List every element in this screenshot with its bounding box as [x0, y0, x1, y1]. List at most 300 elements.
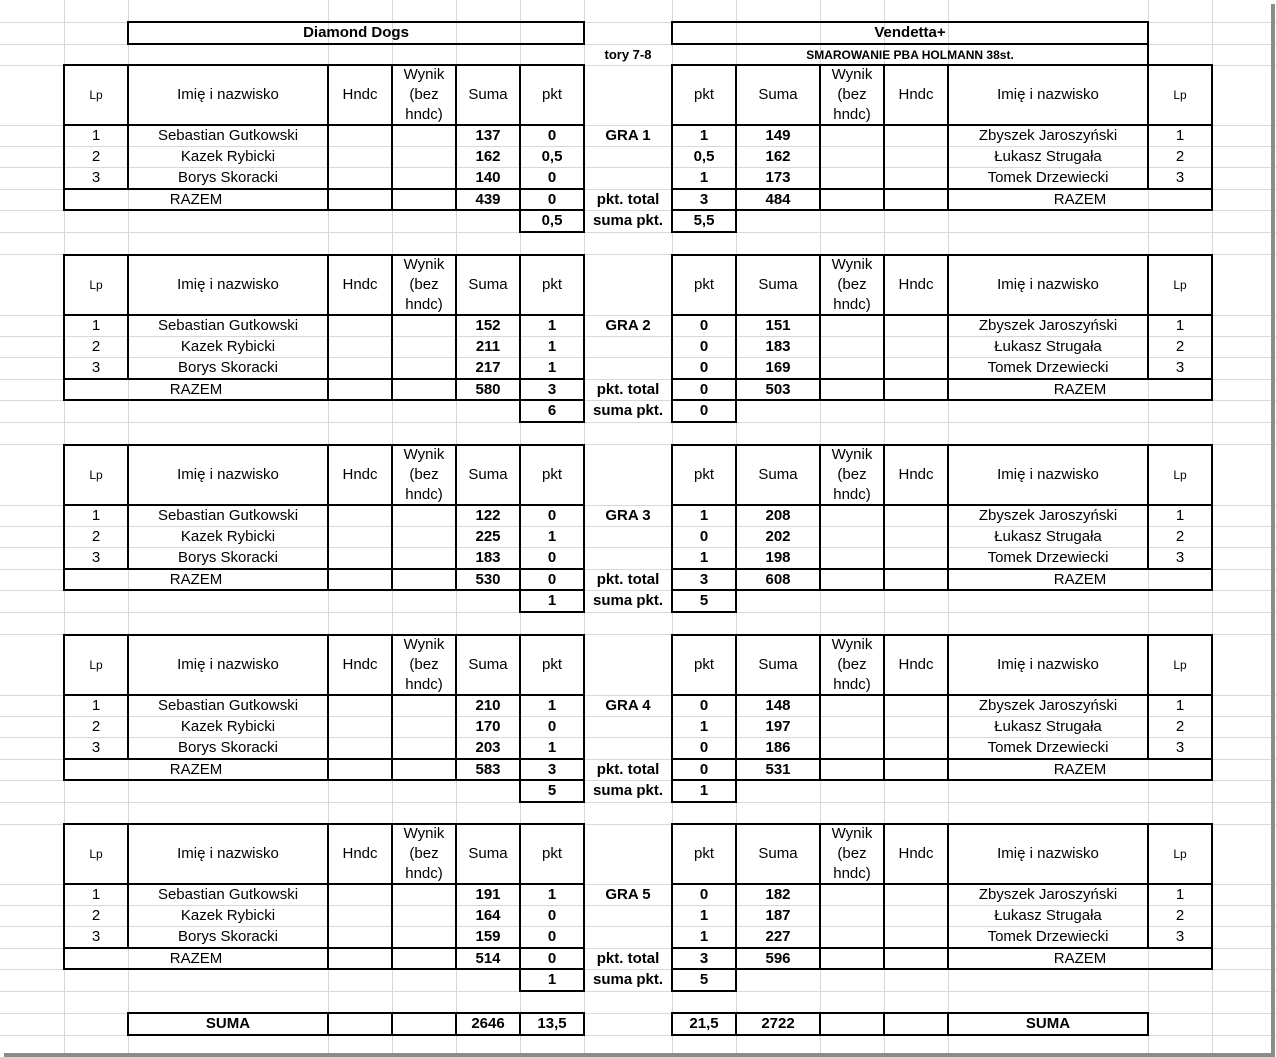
- player-lp[interactable]: 3: [1175, 739, 1185, 756]
- col-hndc[interactable]: Hndc: [342, 656, 378, 673]
- player-wynik[interactable]: [392, 357, 456, 379]
- player-wynik[interactable]: [392, 737, 456, 759]
- player-name[interactable]: Kazek Rybicki: [180, 147, 276, 165]
- player-lp[interactable]: 3: [1175, 169, 1185, 186]
- player-lp[interactable]: 1: [91, 316, 101, 334]
- player-pkt[interactable]: 1: [699, 126, 709, 144]
- razem-label[interactable]: RAZEM: [1053, 570, 1107, 588]
- col-pkt[interactable]: pkt: [541, 845, 562, 862]
- col-pkt[interactable]: pkt: [541, 656, 562, 673]
- col-wynik[interactable]: Wynik (bez hndc): [831, 636, 873, 693]
- razem-label[interactable]: RAZEM: [169, 190, 223, 208]
- player-hndc[interactable]: [884, 125, 948, 146]
- player-pkt[interactable]: 1: [547, 316, 557, 334]
- player-hndc[interactable]: [328, 905, 392, 926]
- player-name[interactable]: Borys Skoracki: [177, 359, 279, 376]
- col-suma[interactable]: Suma: [758, 86, 798, 103]
- player-hndc[interactable]: [328, 547, 392, 569]
- player-name[interactable]: Zbyszek Jaroszyński: [978, 506, 1118, 524]
- player-suma[interactable]: 227: [765, 928, 791, 945]
- player-wynik[interactable]: [392, 167, 456, 189]
- player-name[interactable]: Tomek Drzewiecki: [987, 359, 1109, 376]
- razem-pkt[interactable]: 3: [547, 380, 557, 398]
- razem-pkt[interactable]: 3: [547, 760, 557, 778]
- suma-pkt-left[interactable]: 1: [547, 592, 557, 609]
- player-name[interactable]: Borys Skoracki: [177, 549, 279, 566]
- player-lp[interactable]: 2: [1175, 147, 1185, 165]
- player-wynik[interactable]: [392, 146, 456, 167]
- player-pkt[interactable]: 1: [547, 359, 557, 376]
- player-lp[interactable]: 1: [91, 885, 101, 903]
- col-pkt[interactable]: pkt: [541, 276, 562, 293]
- final-right-pkt[interactable]: 21,5: [689, 1015, 719, 1032]
- player-pkt[interactable]: 0: [699, 696, 709, 714]
- col-suma[interactable]: Suma: [468, 466, 508, 483]
- player-lp[interactable]: 3: [1175, 549, 1185, 566]
- player-suma[interactable]: 162: [765, 147, 791, 165]
- col-lp[interactable]: Lp: [89, 847, 103, 861]
- player-name[interactable]: Kazek Rybicki: [180, 717, 276, 735]
- player-lp[interactable]: 1: [1175, 885, 1185, 903]
- col-lp[interactable]: Lp: [89, 658, 103, 672]
- player-name[interactable]: Zbyszek Jaroszyński: [978, 696, 1118, 714]
- player-hndc[interactable]: [328, 167, 392, 189]
- player-name[interactable]: Tomek Drzewiecki: [987, 169, 1109, 186]
- player-suma[interactable]: 173: [765, 169, 791, 186]
- player-lp[interactable]: 3: [91, 928, 101, 945]
- player-pkt[interactable]: 0: [699, 337, 709, 355]
- player-wynik[interactable]: [392, 125, 456, 146]
- col-name[interactable]: Imię i nazwisko: [997, 276, 1099, 293]
- player-pkt[interactable]: 0: [547, 549, 557, 566]
- player-suma[interactable]: 225: [475, 527, 501, 545]
- col-name[interactable]: Imię i nazwisko: [177, 276, 279, 293]
- suma-pkt-label[interactable]: suma pkt.: [592, 971, 664, 988]
- suma-pkt-right[interactable]: 5,5: [693, 212, 715, 229]
- player-hndc[interactable]: [884, 905, 948, 926]
- col-suma[interactable]: Suma: [468, 86, 508, 103]
- player-pkt[interactable]: 1: [699, 506, 709, 524]
- player-suma[interactable]: 149: [765, 126, 791, 144]
- razem-label[interactable]: RAZEM: [169, 570, 223, 588]
- col-lp[interactable]: Lp: [1173, 278, 1187, 292]
- player-hndc[interactable]: [884, 716, 948, 737]
- player-name[interactable]: Sebastian Gutkowski: [157, 506, 299, 524]
- player-lp[interactable]: 3: [91, 169, 101, 186]
- player-suma[interactable]: 170: [475, 717, 501, 735]
- player-hndc[interactable]: [328, 716, 392, 737]
- col-suma[interactable]: Suma: [758, 276, 798, 293]
- player-lp[interactable]: 3: [1175, 928, 1185, 945]
- player-lp[interactable]: 1: [1175, 506, 1185, 524]
- col-lp[interactable]: Lp: [1173, 658, 1187, 672]
- player-lp[interactable]: 3: [91, 739, 101, 756]
- suma-pkt-right[interactable]: 5: [699, 592, 709, 609]
- player-hndc[interactable]: [328, 315, 392, 336]
- player-name[interactable]: Łukasz Strugała: [994, 527, 1102, 545]
- player-hndc[interactable]: [884, 695, 948, 716]
- player-name[interactable]: Sebastian Gutkowski: [157, 696, 299, 714]
- player-pkt[interactable]: 0: [547, 906, 557, 924]
- col-lp[interactable]: Lp: [1173, 88, 1187, 102]
- pkt-total-label[interactable]: pkt. total: [596, 570, 660, 588]
- razem-label[interactable]: RAZEM: [1053, 760, 1107, 778]
- final-left-sum[interactable]: 2646: [471, 1015, 505, 1032]
- col-pkt[interactable]: pkt: [693, 466, 714, 483]
- player-suma[interactable]: 191: [475, 885, 501, 903]
- col-lp[interactable]: Lp: [1173, 468, 1187, 482]
- final-hndc[interactable]: [884, 1013, 948, 1035]
- player-suma[interactable]: 197: [765, 717, 791, 735]
- pkt-total-label[interactable]: pkt. total: [596, 949, 660, 967]
- final-wynik[interactable]: [392, 1013, 456, 1035]
- razem-label[interactable]: RAZEM: [169, 949, 223, 967]
- player-lp[interactable]: 2: [91, 906, 101, 924]
- player-hndc[interactable]: [328, 926, 392, 948]
- player-pkt[interactable]: 0: [547, 126, 557, 144]
- game-label[interactable]: GRA 2: [605, 316, 651, 334]
- col-suma[interactable]: Suma: [758, 656, 798, 673]
- player-pkt[interactable]: 0,5: [693, 147, 715, 165]
- player-wynik[interactable]: [820, 315, 884, 336]
- player-lp[interactable]: 2: [91, 337, 101, 355]
- player-lp[interactable]: 1: [1175, 696, 1185, 714]
- player-wynik[interactable]: [820, 167, 884, 189]
- col-suma[interactable]: Suma: [468, 845, 508, 862]
- player-name[interactable]: Zbyszek Jaroszyński: [978, 316, 1118, 334]
- pkt-total-label[interactable]: pkt. total: [596, 760, 660, 778]
- player-suma[interactable]: 210: [475, 696, 501, 714]
- player-name[interactable]: Sebastian Gutkowski: [157, 316, 299, 334]
- col-suma[interactable]: Suma: [468, 656, 508, 673]
- razem-pkt[interactable]: 0: [547, 190, 557, 208]
- razem-label[interactable]: RAZEM: [1053, 190, 1107, 208]
- col-pkt[interactable]: pkt: [541, 466, 562, 483]
- col-hndc[interactable]: Hndc: [898, 466, 934, 483]
- player-pkt[interactable]: 1: [699, 928, 709, 945]
- razem-pkt[interactable]: 0: [699, 760, 709, 778]
- team-left-title[interactable]: Diamond Dogs: [303, 24, 409, 41]
- col-name[interactable]: Imię i nazwisko: [997, 466, 1099, 483]
- suma-pkt-left[interactable]: 5: [547, 782, 557, 799]
- player-suma[interactable]: 183: [475, 549, 501, 566]
- game-label[interactable]: GRA 4: [605, 696, 651, 714]
- razem-label[interactable]: RAZEM: [1053, 949, 1107, 967]
- player-pkt[interactable]: 1: [547, 337, 557, 355]
- player-pkt[interactable]: 1: [547, 527, 557, 545]
- player-wynik[interactable]: [820, 146, 884, 167]
- player-lp[interactable]: 2: [1175, 527, 1185, 545]
- player-pkt[interactable]: 0: [547, 928, 557, 945]
- player-name[interactable]: Kazek Rybicki: [180, 337, 276, 355]
- player-suma[interactable]: 151: [765, 316, 791, 334]
- player-lp[interactable]: 3: [91, 359, 101, 376]
- col-wynik[interactable]: Wynik (bez hndc): [831, 446, 873, 503]
- player-suma[interactable]: 159: [475, 928, 501, 945]
- razem-suma[interactable]: 531: [765, 760, 791, 778]
- player-wynik[interactable]: [392, 547, 456, 569]
- col-lp[interactable]: Lp: [89, 468, 103, 482]
- player-name[interactable]: Borys Skoracki: [177, 739, 279, 756]
- player-suma[interactable]: 187: [765, 906, 791, 924]
- col-name[interactable]: Imię i nazwisko: [997, 86, 1099, 103]
- player-hndc[interactable]: [884, 315, 948, 336]
- col-pkt[interactable]: pkt: [693, 276, 714, 293]
- player-pkt[interactable]: 0: [699, 527, 709, 545]
- player-pkt[interactable]: 0: [547, 506, 557, 524]
- game-label[interactable]: GRA 1: [605, 126, 651, 144]
- razem-suma[interactable]: 608: [765, 570, 791, 588]
- col-pkt[interactable]: pkt: [693, 86, 714, 103]
- player-wynik[interactable]: [820, 125, 884, 146]
- player-hndc[interactable]: [884, 167, 948, 189]
- player-pkt[interactable]: 1: [699, 717, 709, 735]
- oil-pattern-label[interactable]: SMAROWANIE PBA HOLMANN 38st.: [806, 47, 1014, 62]
- player-pkt[interactable]: 0: [699, 885, 709, 903]
- player-pkt[interactable]: 1: [547, 696, 557, 714]
- col-wynik[interactable]: Wynik (bez hndc): [831, 825, 873, 882]
- col-pkt[interactable]: pkt: [693, 656, 714, 673]
- player-wynik[interactable]: [392, 695, 456, 716]
- player-suma[interactable]: 211: [475, 337, 501, 355]
- suma-pkt-right[interactable]: 0: [699, 402, 709, 419]
- player-wynik[interactable]: [820, 926, 884, 948]
- player-name[interactable]: Łukasz Strugała: [994, 717, 1102, 735]
- razem-pkt[interactable]: 0: [547, 949, 557, 967]
- col-wynik[interactable]: Wynik (bez hndc): [403, 446, 445, 503]
- player-pkt[interactable]: 1: [699, 906, 709, 924]
- player-hndc[interactable]: [328, 336, 392, 357]
- col-lp[interactable]: Lp: [89, 278, 103, 292]
- player-hndc[interactable]: [328, 526, 392, 547]
- suma-pkt-right[interactable]: 5: [699, 971, 709, 988]
- col-hndc[interactable]: Hndc: [898, 86, 934, 103]
- razem-suma[interactable]: 439: [475, 190, 501, 208]
- player-wynik[interactable]: [392, 905, 456, 926]
- razem-pkt[interactable]: 0: [547, 570, 557, 588]
- suma-pkt-left[interactable]: 1: [547, 971, 557, 988]
- col-wynik[interactable]: Wynik (bez hndc): [831, 66, 873, 123]
- player-suma[interactable]: 183: [765, 337, 791, 355]
- col-hndc[interactable]: Hndc: [342, 276, 378, 293]
- player-hndc[interactable]: [884, 336, 948, 357]
- player-suma[interactable]: 198: [765, 549, 791, 566]
- player-hndc[interactable]: [328, 695, 392, 716]
- col-hndc[interactable]: Hndc: [898, 845, 934, 862]
- player-lp[interactable]: 2: [1175, 906, 1185, 924]
- col-hndc[interactable]: Hndc: [342, 466, 378, 483]
- razem-label[interactable]: RAZEM: [1053, 380, 1107, 398]
- player-suma[interactable]: 140: [475, 169, 501, 186]
- col-pkt[interactable]: pkt: [541, 86, 562, 103]
- player-name[interactable]: Sebastian Gutkowski: [157, 126, 299, 144]
- razem-pkt[interactable]: 3: [699, 949, 709, 967]
- col-name[interactable]: Imię i nazwisko: [177, 86, 279, 103]
- player-wynik[interactable]: [392, 884, 456, 905]
- player-hndc[interactable]: [328, 737, 392, 759]
- player-hndc[interactable]: [884, 926, 948, 948]
- razem-suma[interactable]: 514: [475, 949, 501, 967]
- player-name[interactable]: Tomek Drzewiecki: [987, 928, 1109, 945]
- player-wynik[interactable]: [392, 336, 456, 357]
- player-name[interactable]: Łukasz Strugała: [994, 147, 1102, 165]
- player-suma[interactable]: 169: [765, 359, 791, 376]
- col-wynik[interactable]: Wynik (bez hndc): [403, 825, 445, 882]
- col-lp[interactable]: Lp: [1173, 847, 1187, 861]
- player-suma[interactable]: 217: [475, 359, 501, 376]
- player-lp[interactable]: 2: [91, 527, 101, 545]
- col-hndc[interactable]: Hndc: [898, 656, 934, 673]
- player-lp[interactable]: 1: [1175, 316, 1185, 334]
- player-wynik[interactable]: [820, 695, 884, 716]
- player-pkt[interactable]: 1: [699, 169, 709, 186]
- player-name[interactable]: Borys Skoracki: [177, 928, 279, 945]
- player-wynik[interactable]: [820, 505, 884, 526]
- player-lp[interactable]: 3: [1175, 359, 1185, 376]
- player-suma[interactable]: 152: [475, 316, 501, 334]
- col-suma[interactable]: Suma: [468, 276, 508, 293]
- player-hndc[interactable]: [328, 884, 392, 905]
- suma-pkt-label[interactable]: suma pkt.: [592, 402, 664, 419]
- col-name[interactable]: Imię i nazwisko: [177, 845, 279, 862]
- player-lp[interactable]: 2: [91, 717, 101, 735]
- razem-suma[interactable]: 583: [475, 760, 501, 778]
- col-pkt[interactable]: pkt: [693, 845, 714, 862]
- player-wynik[interactable]: [820, 905, 884, 926]
- suma-pkt-right[interactable]: 1: [699, 782, 709, 799]
- col-lp[interactable]: Lp: [89, 88, 103, 102]
- player-wynik[interactable]: [820, 357, 884, 379]
- player-name[interactable]: Kazek Rybicki: [180, 906, 276, 924]
- razem-pkt[interactable]: 3: [699, 570, 709, 588]
- col-suma[interactable]: Suma: [758, 845, 798, 862]
- game-label[interactable]: GRA 3: [605, 506, 651, 524]
- player-lp[interactable]: 3: [91, 549, 101, 566]
- player-hndc[interactable]: [884, 737, 948, 759]
- team-right-title[interactable]: Vendetta+: [874, 24, 946, 41]
- player-wynik[interactable]: [392, 716, 456, 737]
- col-wynik[interactable]: Wynik (bez hndc): [403, 256, 445, 313]
- player-suma[interactable]: 186: [765, 739, 791, 756]
- player-suma[interactable]: 202: [765, 527, 791, 545]
- col-name[interactable]: Imię i nazwisko: [997, 845, 1099, 862]
- player-suma[interactable]: 122: [475, 506, 501, 524]
- razem-pkt[interactable]: 3: [699, 190, 709, 208]
- col-name[interactable]: Imię i nazwisko: [177, 656, 279, 673]
- suma-pkt-label[interactable]: suma pkt.: [592, 212, 664, 229]
- player-name[interactable]: Zbyszek Jaroszyński: [978, 885, 1118, 903]
- player-hndc[interactable]: [884, 357, 948, 379]
- final-right-sum[interactable]: 2722: [761, 1015, 795, 1032]
- player-pkt[interactable]: 0: [699, 359, 709, 376]
- lanes-label[interactable]: tory 7-8: [604, 46, 652, 62]
- player-hndc[interactable]: [884, 505, 948, 526]
- razem-suma[interactable]: 596: [765, 949, 791, 967]
- player-suma[interactable]: 162: [475, 147, 501, 165]
- suma-pkt-label[interactable]: suma pkt.: [592, 592, 664, 609]
- col-hndc[interactable]: Hndc: [342, 845, 378, 862]
- final-suma-label[interactable]: SUMA: [205, 1015, 251, 1032]
- pkt-total-label[interactable]: pkt. total: [596, 190, 660, 208]
- player-suma[interactable]: 203: [475, 739, 501, 756]
- player-suma[interactable]: 137: [475, 126, 501, 144]
- player-wynik[interactable]: [820, 737, 884, 759]
- razem-label[interactable]: RAZEM: [169, 380, 223, 398]
- col-name[interactable]: Imię i nazwisko: [177, 466, 279, 483]
- player-pkt[interactable]: 0: [699, 739, 709, 756]
- player-hndc[interactable]: [884, 547, 948, 569]
- col-wynik[interactable]: Wynik (bez hndc): [403, 636, 445, 693]
- player-hndc[interactable]: [328, 357, 392, 379]
- player-suma[interactable]: 148: [765, 696, 791, 714]
- col-hndc[interactable]: Hndc: [898, 276, 934, 293]
- player-name[interactable]: Tomek Drzewiecki: [987, 739, 1109, 756]
- player-wynik[interactable]: [820, 884, 884, 905]
- col-suma[interactable]: Suma: [758, 466, 798, 483]
- col-hndc[interactable]: Hndc: [342, 86, 378, 103]
- player-suma[interactable]: 164: [475, 906, 501, 924]
- player-hndc[interactable]: [884, 526, 948, 547]
- razem-suma[interactable]: 530: [475, 570, 501, 588]
- player-hndc[interactable]: [884, 146, 948, 167]
- player-name[interactable]: Łukasz Strugała: [994, 906, 1102, 924]
- player-wynik[interactable]: [820, 547, 884, 569]
- suma-pkt-left[interactable]: 0,5: [541, 212, 563, 229]
- razem-suma[interactable]: 484: [765, 190, 791, 208]
- col-name[interactable]: Imię i nazwisko: [997, 656, 1099, 673]
- suma-pkt-left[interactable]: 6: [547, 402, 557, 419]
- player-name[interactable]: Sebastian Gutkowski: [157, 885, 299, 903]
- razem-suma[interactable]: 580: [475, 380, 501, 398]
- player-hndc[interactable]: [328, 125, 392, 146]
- final-suma-label[interactable]: SUMA: [1025, 1015, 1071, 1032]
- final-left-pkt[interactable]: 13,5: [537, 1015, 567, 1032]
- razem-label[interactable]: RAZEM: [169, 760, 223, 778]
- razem-suma[interactable]: 503: [765, 380, 791, 398]
- player-lp[interactable]: 1: [1175, 126, 1185, 144]
- player-pkt[interactable]: 0: [547, 169, 557, 186]
- player-wynik[interactable]: [392, 505, 456, 526]
- player-lp[interactable]: 1: [91, 126, 101, 144]
- player-wynik[interactable]: [820, 336, 884, 357]
- player-pkt[interactable]: 0: [699, 316, 709, 334]
- player-pkt[interactable]: 1: [547, 739, 557, 756]
- player-wynik[interactable]: [392, 315, 456, 336]
- player-suma[interactable]: 208: [765, 506, 791, 524]
- player-pkt[interactable]: 0,5: [541, 147, 563, 165]
- razem-pkt[interactable]: 0: [699, 380, 709, 398]
- player-wynik[interactable]: [820, 526, 884, 547]
- player-lp[interactable]: 2: [1175, 717, 1185, 735]
- player-lp[interactable]: 1: [91, 506, 101, 524]
- player-hndc[interactable]: [884, 884, 948, 905]
- col-wynik[interactable]: Wynik (bez hndc): [831, 256, 873, 313]
- player-wynik[interactable]: [392, 526, 456, 547]
- player-hndc[interactable]: [328, 146, 392, 167]
- player-name[interactable]: Zbyszek Jaroszyński: [978, 126, 1118, 144]
- player-lp[interactable]: 2: [91, 147, 101, 165]
- player-lp[interactable]: 1: [91, 696, 101, 714]
- col-wynik[interactable]: Wynik (bez hndc): [403, 66, 445, 123]
- player-pkt[interactable]: 1: [699, 549, 709, 566]
- player-hndc[interactable]: [328, 505, 392, 526]
- game-label[interactable]: GRA 5: [605, 885, 651, 903]
- player-name[interactable]: Tomek Drzewiecki: [987, 549, 1109, 566]
- player-name[interactable]: Łukasz Strugała: [994, 337, 1102, 355]
- player-pkt[interactable]: 0: [547, 717, 557, 735]
- player-wynik[interactable]: [392, 926, 456, 948]
- player-pkt[interactable]: 1: [547, 885, 557, 903]
